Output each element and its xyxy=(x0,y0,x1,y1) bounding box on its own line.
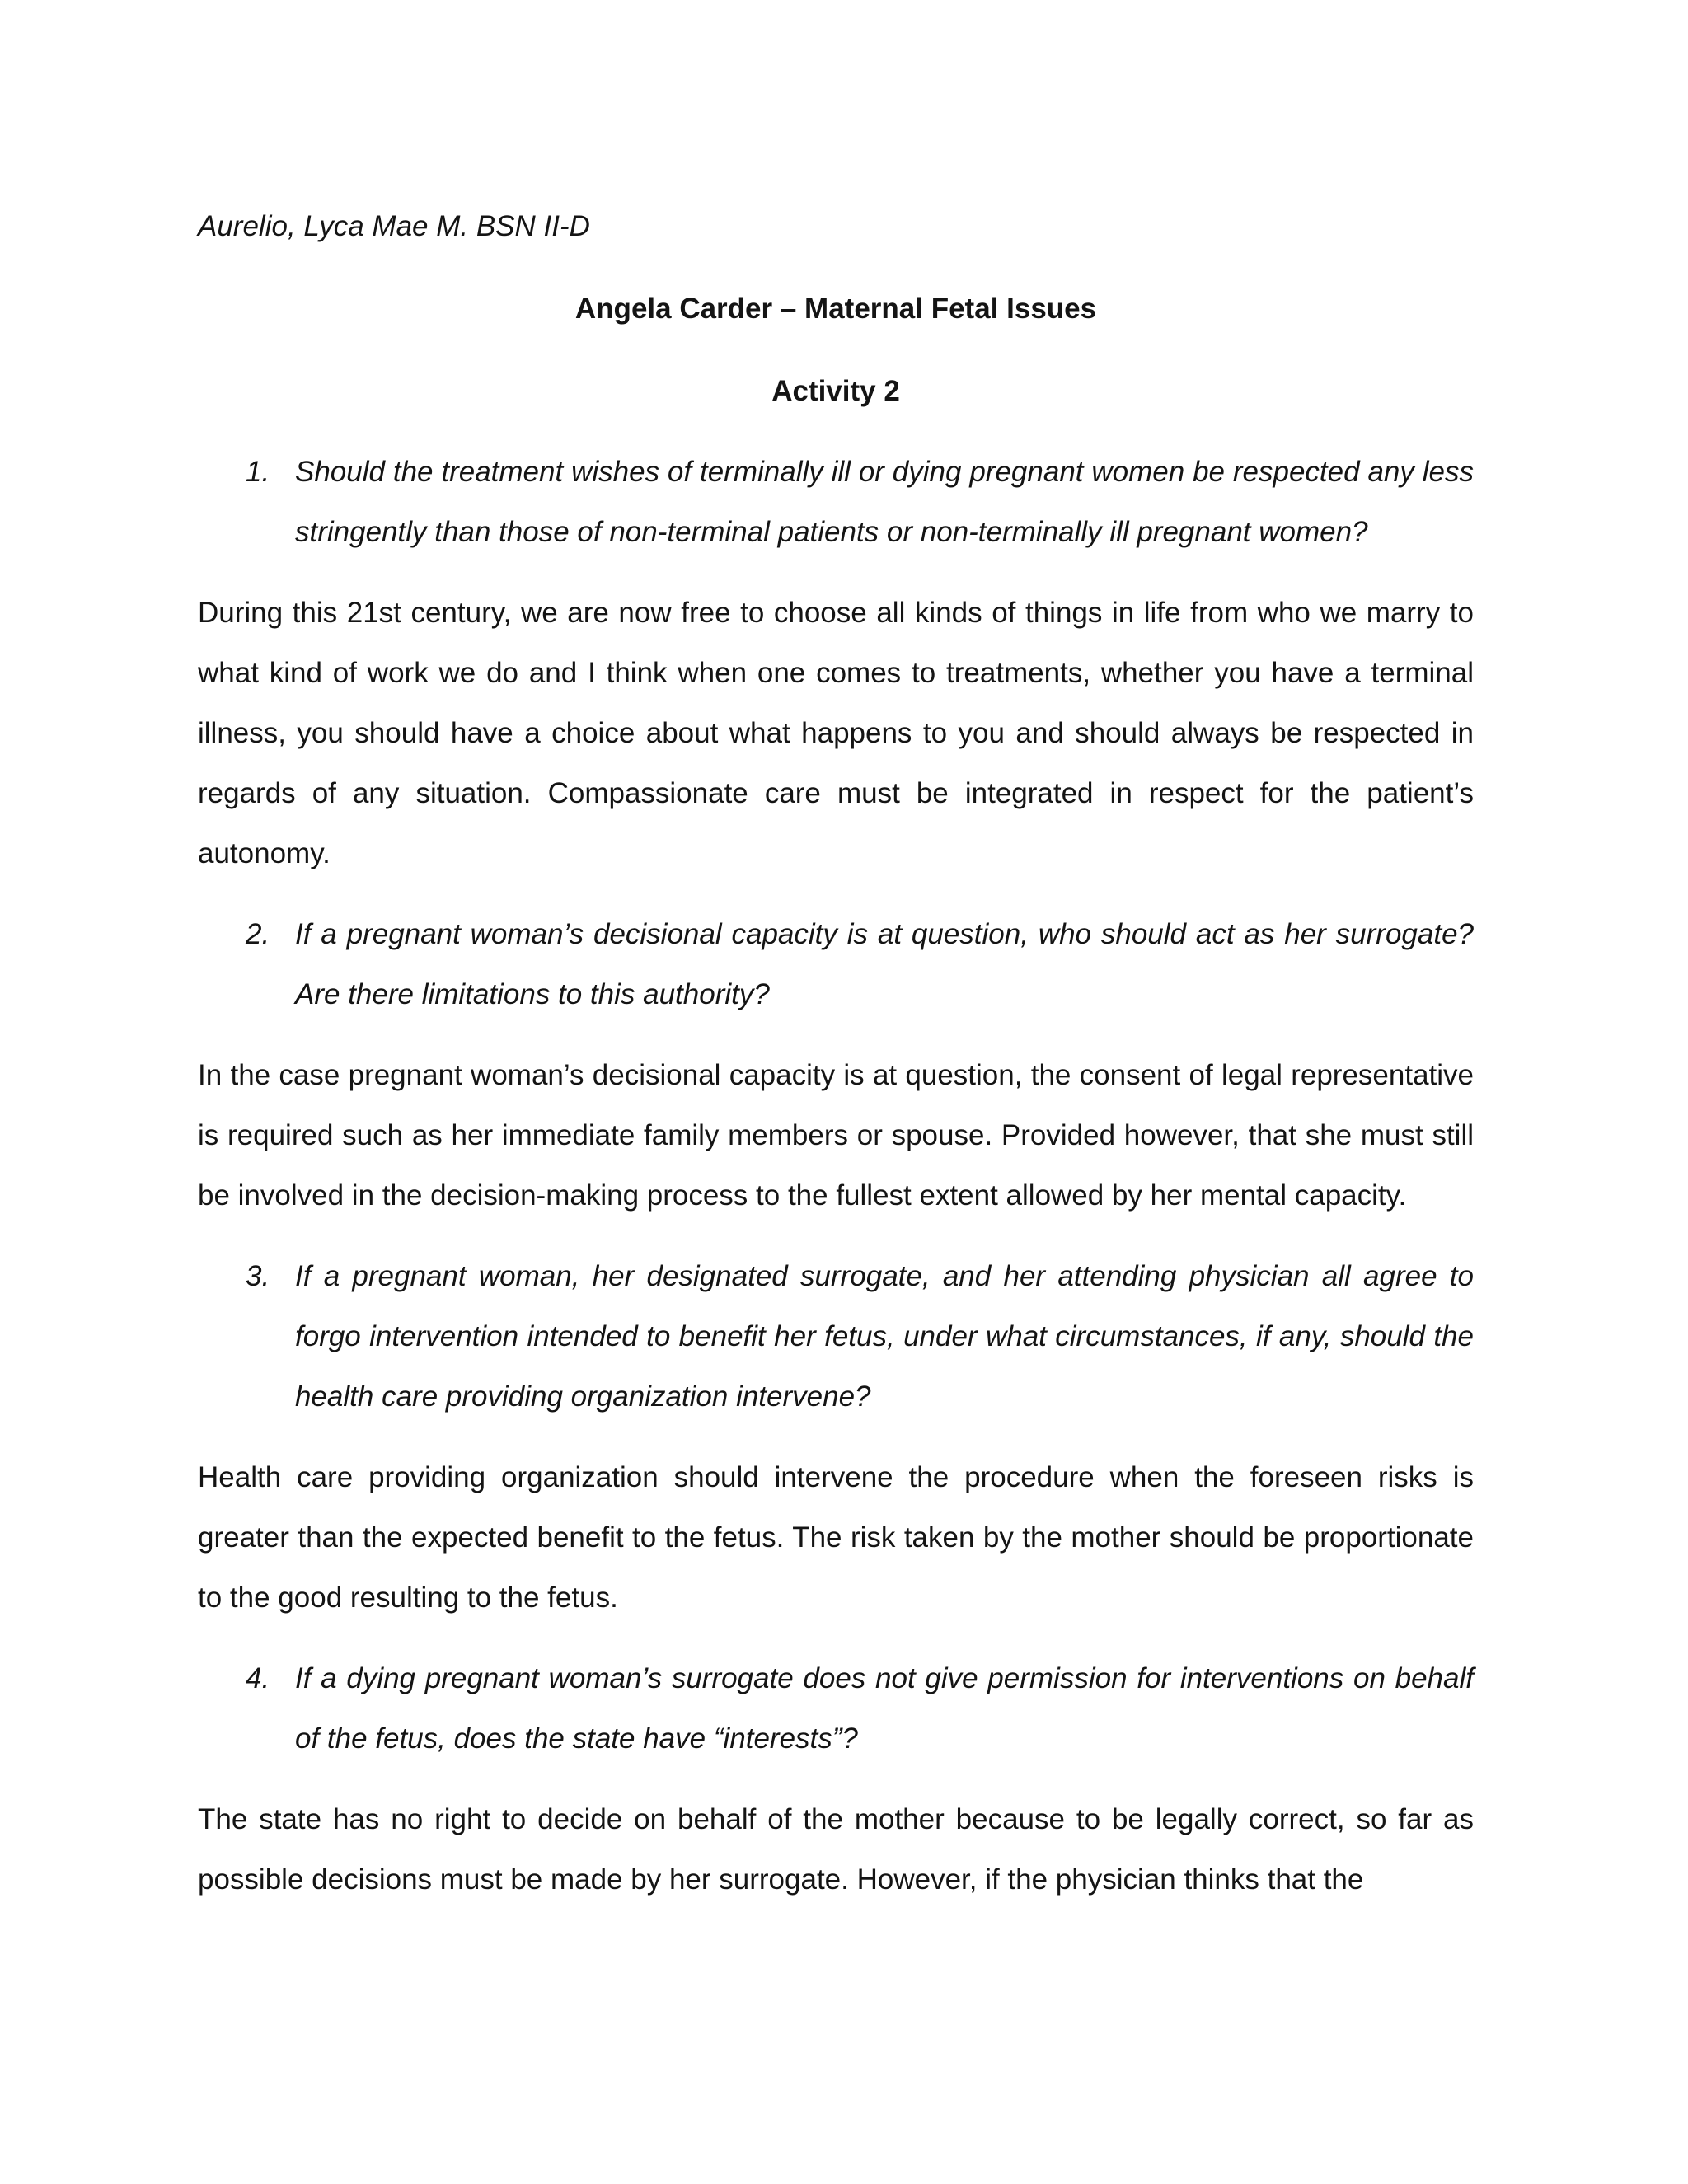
answer-1: During this 21st century, we are now free to choose all kinds of things in life from who we marry to what kind of work we do and I think when one comes to treatments, whether you have a terminal illness, you should have a choice about what happens to you and should always be respected in regards of any situation. Compassionate care must be integrated in respect for the patient’s autonomy. xyxy=(198,597,1474,869)
question-text: Should the treatment wishes of terminally ill or dying pregnant women be respected any less stringently than those of non-terminal patients or non-terminally ill pregnant women? xyxy=(295,456,1474,548)
document-subtitle: Activity 2 xyxy=(771,375,900,407)
question-text: If a pregnant woman’s decisional capacity is at question, who should act as her surrogate? Are there limitations to this authority? xyxy=(295,918,1474,1010)
question-text: If a pregnant woman, her designated surrogate, and her attending physician all agree to forgo intervention intended to benefit her fetus, under what circumstances, if any, should the health care providing organization intervene? xyxy=(295,1260,1474,1413)
question-1 xyxy=(198,442,1474,562)
question-text: If a dying pregnant woman’s surrogate does not give permission for interventions on behalf of the fetus, does the state have “interests”? xyxy=(295,1662,1474,1755)
question-3 xyxy=(198,1246,1474,1427)
question-number: 3. xyxy=(246,1260,270,1292)
question-number: 1. xyxy=(246,456,270,488)
question-number: 2. xyxy=(246,918,270,950)
author-line: Aurelio, Lyca Mae M. BSN II-D xyxy=(198,210,590,242)
question-number: 4. xyxy=(246,1662,270,1694)
answer-2: In the case pregnant woman’s decisional capacity is at question, the consent of legal representative is required such as her immediate family members or spouse. Provided however, that she must still be involved in the decision-making process to the fullest extent allowed by her mental capacity. xyxy=(198,1059,1474,1212)
document-body xyxy=(198,196,1474,1930)
document-title: Angela Carder – Maternal Fetal Issues xyxy=(574,293,1097,325)
question-4 xyxy=(198,1648,1474,1769)
answer-4: The state has no right to decide on behalf of the mother because to be legally correct, so far as possible decisions must be made by her surrogate. However, if the physician thinks that the xyxy=(198,1803,1474,1896)
question-2 xyxy=(198,904,1474,1024)
answer-3: Health care providing organization should intervene the procedure when the foreseen risks is greater than the expected benefit to the fetus. The risk taken by the mother should be proportionate to the good resulting to the fetus. xyxy=(198,1461,1474,1614)
